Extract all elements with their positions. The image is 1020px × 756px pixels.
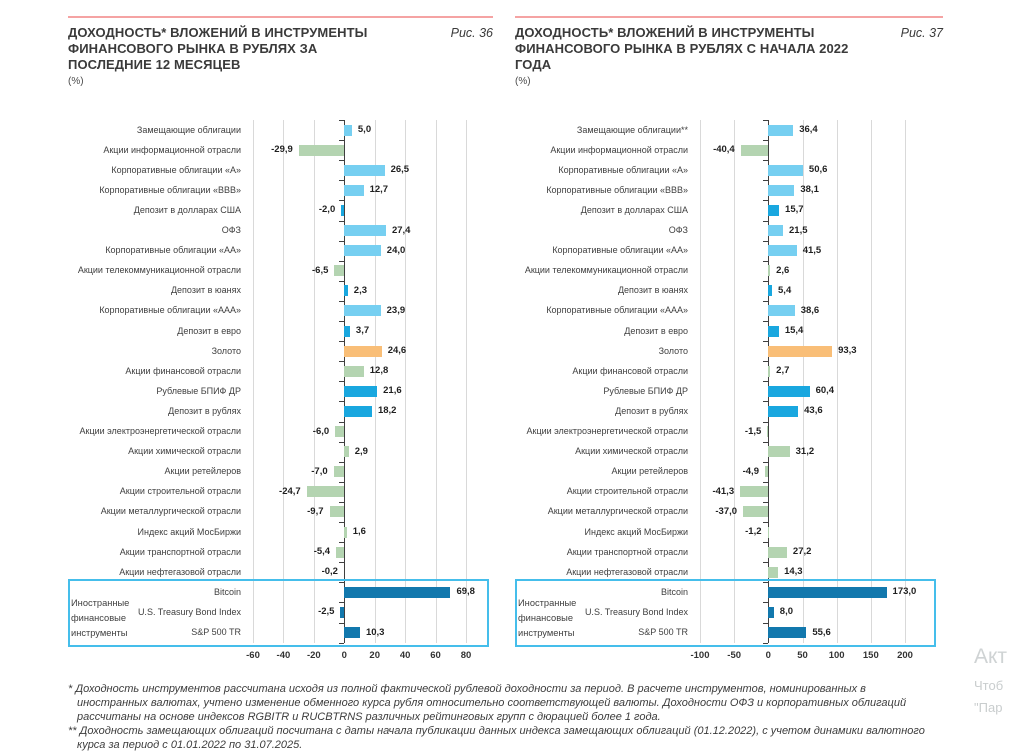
bar [740,486,768,497]
axis-tick [339,381,344,382]
bar-value-label: -1,2 [745,526,762,538]
axis-tick [763,160,768,161]
bar [768,627,806,638]
bar-value-label: 2,3 [353,284,367,296]
gridline [837,120,838,643]
x-axis-tick-label: 80 [460,649,472,661]
bar-category-label: Акции финансовой отрасли [572,365,688,376]
bar-value-label: 26,5 [390,164,410,176]
bar-value-label: -6,0 [312,425,330,437]
figure-37-number: Рис. 37 [900,26,943,40]
bar-category-label: Акции ретейлеров [611,466,688,477]
axis-tick [763,140,768,141]
axis-tick [763,241,768,242]
bar [768,326,779,337]
footnote-2: ** Доходность замещающих облигаций посчитана с даты начала публикации данных индекса замещающих облигаций (01.12.2022), с учетом динамики валютного курса за период с 01.01.2022 по 31.07.2025. [68,725,925,751]
bar-category-label: Депозит в евро [177,325,241,336]
title-rule [515,16,943,18]
bar-value-label: 69,8 [456,586,475,598]
bar [768,607,773,618]
axis-tick [339,422,344,423]
bar [344,587,450,598]
bar-category-label: Bitcoin [213,586,241,597]
figure-36 [68,16,493,676]
axis-tick [763,422,768,423]
bar [768,446,789,457]
axis-tick [763,381,768,382]
bar-value-label: 55,6 [812,626,831,638]
axis-tick [763,180,768,181]
bar-value-label: 50,6 [808,164,828,176]
bar-value-label: 24,0 [386,244,406,256]
bar-value-label: -1,5 [744,425,762,437]
bar-category-label: Замещающие облигации [136,124,241,135]
foreign-label-line: инструменты [71,628,128,639]
bar [344,406,372,417]
foreign-label-line: инструменты [518,628,575,639]
bar [344,185,363,196]
bar [341,205,344,216]
bar-value-label: 14,3 [784,566,803,578]
bar-category-label: Золото [211,345,241,356]
bar-value-label: 173,0 [892,586,917,598]
axis-tick [339,562,344,563]
bar-chart-37 [515,120,960,671]
bar [768,165,803,176]
bar [344,225,386,236]
bar [330,506,345,517]
axis-tick [763,502,768,503]
axis-tick [339,542,344,543]
gridline [466,120,467,643]
bar [768,185,794,196]
bar [768,366,770,377]
bar-value-label: 43,6 [804,405,823,417]
bar-category-label: Депозит в евро [624,325,688,336]
axis-tick [763,200,768,201]
axis-tick [763,482,768,483]
bar-category-label: Депозит в рублях [615,405,688,416]
bar-category-label: Акции металлургической отрасли [100,506,241,517]
bar-value-label: 12,7 [369,184,389,196]
foreign-label-line: Иностранные [518,598,577,609]
bar [768,245,796,256]
axis-tick [763,361,768,362]
figure-37-title: ДОХОДНОСТЬ* ВЛОЖЕНИЙ В ИНСТРУМЕНТЫ ФИНАНСОВОГО РЫНКА В РУБЛЯХ С НАЧАЛА 2022 ГОДА [515,25,849,72]
bar-category-label: Корпоративные облигации «ААА» [99,305,241,316]
axis-tick [339,120,344,121]
bar [307,486,345,497]
bar [334,265,344,276]
gridline [283,120,284,643]
bar-category-label: Акции химической отрасли [128,446,241,457]
bar [768,406,798,417]
bar-category-label: Корпоративные облигации «ААА» [546,305,688,316]
gridline [905,120,906,643]
bar-value-label: 15,4 [784,325,804,337]
axis-tick [339,482,344,483]
bar-value-label: -7,0 [311,465,328,477]
foreign-label-line: Иностранные [71,598,130,609]
x-axis-tick-label: 0 [341,649,347,661]
bar-value-label: 2,7 [776,365,790,377]
bar-category-label: Акции химической отрасли [575,446,688,457]
bar-value-label: -37,0 [715,505,738,517]
axis-tick [339,462,344,463]
bar-category-label: S&P 500 TR [638,627,688,638]
bar-value-label: 27,4 [391,224,411,236]
bar-value-label: -2,5 [318,606,335,618]
axis-tick [339,281,344,282]
bar-value-label: 2,6 [776,264,790,276]
bar-value-label: 38,6 [800,304,820,316]
bar [768,125,793,136]
bar-category-label: Акции строительной отрасли [566,486,688,497]
axis-tick [763,462,768,463]
title-row [515,25,943,73]
bar-category-label: Акции ретейлеров [164,466,241,477]
gridline [314,120,315,643]
gridline [405,120,406,643]
bar-value-label: 27,2 [792,546,812,558]
bar-category-label: Акции транспортной отрасли [566,546,688,557]
bar [344,627,360,638]
axis-tick [339,301,344,302]
bar-category-label: Индекс акций МосБиржи [584,526,688,537]
axis-tick [339,502,344,503]
bar [768,346,832,357]
bar [344,386,377,397]
bar-category-label: Депозит в рублях [168,405,241,416]
bar-category-label: ОФЗ [668,225,688,236]
axis-tick [339,140,344,141]
bar-value-label: 8,0 [779,606,794,618]
bar [344,346,381,357]
bar-category-label: ОФЗ [221,225,241,236]
x-axis-tick-label: 0 [765,649,771,661]
bar [344,527,346,538]
x-axis-tick-label: 150 [862,649,879,661]
bar-value-label: -4,9 [742,465,759,477]
axis-tick [339,241,344,242]
bar [741,145,769,156]
bar [765,466,768,477]
bar-value-label: 10,3 [365,626,385,638]
axis-tick [339,221,344,222]
bar-category-label: Депозит в долларах США [133,204,241,215]
cropped-side-text-2: Чтоб [974,678,1004,693]
bar-value-label: 21,6 [383,385,402,397]
bar [335,426,344,437]
axis-tick [339,321,344,322]
bar-value-label: 15,7 [785,204,804,216]
bar-category-label: S&P 500 TR [191,627,241,638]
bar-value-label: -2,0 [318,204,336,216]
bar-category-label: Корпоративные облигации «ВВВ» [546,184,688,195]
bar-value-label: 12,8 [369,365,389,377]
bar-category-label: Акции металлургической отрасли [547,506,688,517]
bar-category-label: Акции информационной отрасли [550,144,688,155]
bar [768,587,886,598]
bar [344,125,352,136]
x-axis-tick-label: -50 [727,649,742,661]
bar-value-label: 3,7 [355,325,370,337]
axis-tick [763,442,768,443]
bar-value-label: 60,4 [815,385,835,397]
title-rule [68,16,493,18]
bar-value-label: -9,7 [307,505,324,517]
bar [767,426,768,437]
bar-value-label: 2,9 [354,445,368,457]
bar-category-label: Акции транспортной отрасли [119,546,241,557]
axis-tick [339,361,344,362]
bar-category-label: U.S. Treasury Bond Index [137,606,241,617]
cropped-side-text-1: Акт [974,645,1008,668]
bar-category-label: Акции строительной отрасли [119,486,241,497]
bar-value-label: 5,4 [778,284,792,296]
bar [336,547,344,558]
bar [768,265,770,276]
bar-category-label: Корпоративные облигации «А» [558,164,688,175]
axis-tick [339,341,344,342]
bar-value-label: 1,6 [352,526,366,538]
bar-category-label: Депозит в долларах США [580,204,688,215]
x-axis-tick-label: 40 [399,649,411,661]
axis-tick [339,180,344,181]
bar-value-label: 5,0 [357,124,372,136]
bar [768,527,769,538]
x-axis-tick-label: 60 [430,649,441,661]
gridline [871,120,872,643]
bar [340,607,344,618]
bar [768,567,778,578]
bar-category-label: Золото [658,345,688,356]
bar-category-label: Акции информационной отрасли [103,144,241,155]
bar [768,305,794,316]
bar-value-label: 21,5 [789,224,808,236]
axis-tick [763,281,768,282]
footnotes [68,682,930,752]
bar-category-label: Акции телекоммуникационной отрасли [77,265,241,276]
foreign-label-line: финансовые [518,613,573,624]
x-axis-tick-label: 50 [797,649,808,661]
bar-category-label: Акции нефтегазовой отрасли [119,566,241,577]
axis-tick [763,542,768,543]
bar-category-label: Корпоративные облигации «ВВВ» [99,184,241,195]
bar [768,386,809,397]
bar [344,245,381,256]
bar-category-label: Корпоративные облигации «АА» [105,245,241,256]
bar [344,326,350,337]
axis-tick [763,120,768,121]
bar-value-label: -40,4 [713,144,735,156]
axis-tick [763,261,768,262]
axis-tick [763,562,768,563]
figure-36-unit: (%) [68,76,84,87]
bar-chart-36 [68,120,521,671]
bar-value-label: 18,2 [377,405,397,417]
title-row [68,25,493,73]
axis-tick [339,200,344,201]
bar-value-label: 36,4 [799,124,818,136]
axis-tick [339,261,344,262]
bar-category-label: Bitcoin [660,586,688,597]
bar [299,145,344,156]
gridline [436,120,437,643]
bar [768,205,779,216]
bar-category-label: Рублевые БПИФ ДР [603,385,688,396]
bar [344,446,348,457]
axis-tick [763,221,768,222]
bar [344,305,380,316]
axis-tick [763,522,768,523]
bar-value-label: -6,5 [312,264,329,276]
gridline [734,120,735,643]
bar-value-label: -41,3 [712,485,735,497]
bar [743,506,768,517]
bar-category-label: Акции нефтегазовой отрасли [566,566,688,577]
x-axis-tick-label: -40 [276,649,291,661]
gridline [375,120,376,643]
bar-category-label: Акции телекоммуникационной отрасли [524,265,688,276]
bar-category-label: Корпоративные облигации «АА» [552,245,688,256]
bar-value-label: -5,4 [313,546,331,558]
bar [344,285,347,296]
bar [768,285,772,296]
axis-tick [763,321,768,322]
axis-tick [339,522,344,523]
figure-36-title: ДОХОДНОСТЬ* ВЛОЖЕНИЙ В ИНСТРУМЕНТЫ ФИНАНСОВОГО РЫНКА В РУБЛЯХ ЗА ПОСЛЕДНИЕ 12 МЕСЯЦЕВ [68,25,368,72]
gridline [803,120,804,643]
bar [344,366,363,377]
bar-value-label: 38,1 [800,184,819,196]
footnote-1: * Доходность инструментов рассчитана исходя из полной фактической рублевой доходности за период. В расчете инструментов, номинированных в иностранных валютах, учтено изменение обменного курса рубля относительно соответствующей валюты. Доходности ОФЗ и корпоративных облигаций рассчитаны на основе индексов RGBITR и RUCBTRNS различных рейтинговых групп с дюрацией более 1 года. [68,683,907,723]
bar-category-label: Акции электроэнергетической отрасли [526,426,688,437]
x-axis-tick-label: -100 [690,649,710,661]
bar-category-label: Депозит в юанях [617,285,688,296]
cropped-side-text-3: "Пар [974,700,1003,715]
figure-37-unit: (%) [515,76,531,87]
bar-value-label: 24,6 [387,345,407,357]
figure-37 [515,16,943,676]
figure-36-number: Рис. 36 [450,26,493,40]
x-axis-tick-label: -60 [246,649,260,661]
axis-tick [339,160,344,161]
bar-value-label: 93,3 [838,345,857,357]
bar-category-label: U.S. Treasury Bond Index [584,606,688,617]
bar-category-label: Акции электроэнергетической отрасли [79,426,241,437]
bar-category-label: Акции финансовой отрасли [125,365,241,376]
foreign-label-line: финансовые [71,613,126,624]
bar [768,225,783,236]
x-axis-tick-label: -20 [306,649,321,661]
bar [768,547,787,558]
bar-category-label: Корпоративные облигации «А» [111,164,241,175]
gridline [253,120,254,643]
bar-value-label: 23,9 [386,304,406,316]
bar [344,165,384,176]
bar-category-label: Депозит в юанях [170,285,241,296]
bar-category-label: Индекс акций МосБиржи [137,526,241,537]
gridline [700,120,701,643]
bar-value-label: 41,5 [802,244,822,256]
bar-value-label: -0,2 [321,566,338,578]
x-axis-tick-label: 20 [369,649,380,661]
bar-category-label: Замещающие облигации** [576,124,688,135]
bar-category-label: Рублевые БПИФ ДР [156,385,241,396]
bar-value-label: -29,9 [271,144,293,156]
axis-tick [339,401,344,402]
bar-value-label: -24,7 [279,485,301,497]
axis-tick [763,341,768,342]
bar [334,466,345,477]
x-axis-tick-label: 100 [828,649,845,661]
axis-tick [339,442,344,443]
x-axis-tick-label: 200 [897,649,913,661]
axis-tick [763,301,768,302]
bar-value-label: 31,2 [795,445,815,457]
axis-tick [763,401,768,402]
